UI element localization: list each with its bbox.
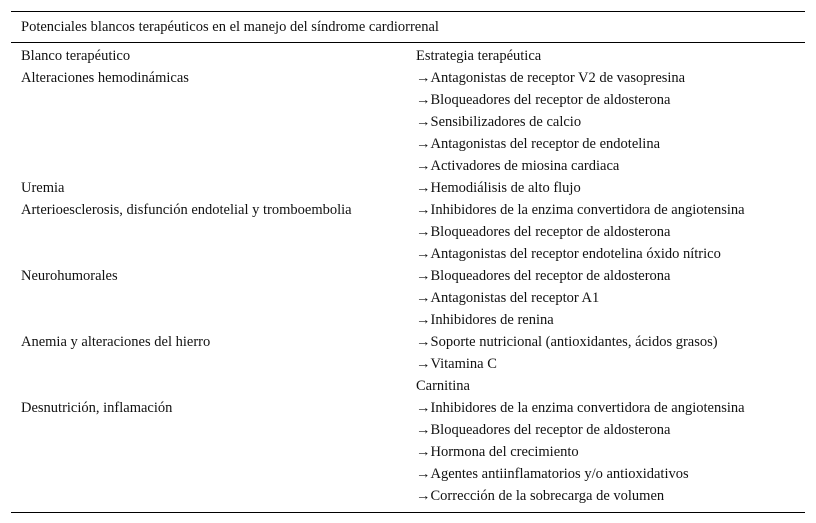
header-target: Blanco terapéutico (21, 48, 131, 64)
table-row (11, 221, 805, 243)
cell-strategy: →Sensibilizadores de calcio (416, 114, 582, 130)
header-strategy: Estrategia terapéutica (416, 48, 542, 64)
cell-strategy: →Agentes antiinflamatorios y/o antioxidativos (416, 466, 689, 482)
cell-strategy: →Hormona del crecimiento (416, 444, 579, 460)
cell-strategy: →Bloqueadores del receptor de aldosterona (416, 422, 671, 438)
cell-target (11, 111, 416, 133)
table-row (11, 89, 805, 111)
table-row (11, 199, 805, 221)
cell-target (11, 485, 416, 507)
table-body (11, 45, 805, 507)
table-rows (11, 67, 805, 507)
table-row (11, 309, 805, 331)
table-row (11, 463, 805, 485)
table-caption: Potenciales blancos terapéuticos en el manejo del síndrome cardiorrenal (11, 12, 805, 43)
cell-target: Anemia y alteraciones del hierro (21, 334, 211, 350)
table-row (11, 331, 805, 353)
cell-strategy: →Bloqueadores del receptor de aldosterona (416, 268, 671, 284)
cell-strategy: →Antagonistas de receptor V2 de vasopresina (416, 70, 686, 86)
cell-target (11, 243, 416, 265)
cell-strategy: Carnitina (416, 378, 470, 394)
cell-strategy: →Vitamina C (416, 356, 497, 372)
cell-strategy: →Inhibidores de la enzima convertidora de angiotensina (416, 400, 745, 416)
table-row (11, 177, 805, 199)
cell-strategy: →Antagonistas del receptor A1 (416, 290, 600, 306)
therapeutic-targets-table (11, 11, 805, 513)
cell-target (11, 375, 416, 397)
table-row (11, 353, 805, 375)
table-row (11, 67, 805, 89)
cell-target (11, 287, 416, 309)
table-row (11, 265, 805, 287)
cell-target: Uremia (21, 180, 65, 196)
cell-target (11, 89, 416, 111)
table-row (11, 419, 805, 441)
cell-target: Arterioesclerosis, disfunción endotelial y tromboembolia (21, 202, 352, 218)
table-row (11, 287, 805, 309)
cell-target (11, 221, 416, 243)
cell-target (11, 441, 416, 463)
cell-target: Desnutrición, inflamación (21, 400, 173, 416)
table-row (11, 485, 805, 507)
cell-strategy: →Bloqueadores del receptor de aldosterona (416, 224, 671, 240)
cell-target (11, 419, 416, 441)
cell-strategy: →Inhibidores de la enzima convertidora de angiotensina (416, 202, 745, 218)
cell-target (11, 463, 416, 485)
cell-target (11, 133, 416, 155)
cell-strategy: →Hemodiálisis de alto flujo (416, 180, 581, 196)
cell-target (11, 155, 416, 177)
cell-strategy: →Activadores de miosina cardiaca (416, 158, 620, 174)
table-row (11, 243, 805, 265)
cell-strategy: →Antagonistas del receptor endotelina óxido nítrico (416, 246, 721, 262)
table-row (11, 397, 805, 419)
cell-target (11, 353, 416, 375)
cell-strategy: →Inhibidores de renina (416, 312, 554, 328)
cell-target (11, 309, 416, 331)
table-row (11, 155, 805, 177)
cell-strategy: →Antagonistas del receptor de endotelina (416, 136, 661, 152)
table-row (11, 375, 805, 397)
cell-strategy: →Soporte nutricional (antioxidantes, ácidos grasos) (416, 334, 718, 350)
header-row (11, 45, 805, 67)
cell-strategy: →Corrección de la sobrecarga de volumen (416, 488, 665, 504)
cell-strategy: →Bloqueadores del receptor de aldosterona (416, 92, 671, 108)
table-row (11, 441, 805, 463)
table-row (11, 133, 805, 155)
cell-target: Alteraciones hemodinámicas (21, 70, 189, 86)
cell-target: Neurohumorales (21, 268, 118, 284)
table-row (11, 111, 805, 133)
